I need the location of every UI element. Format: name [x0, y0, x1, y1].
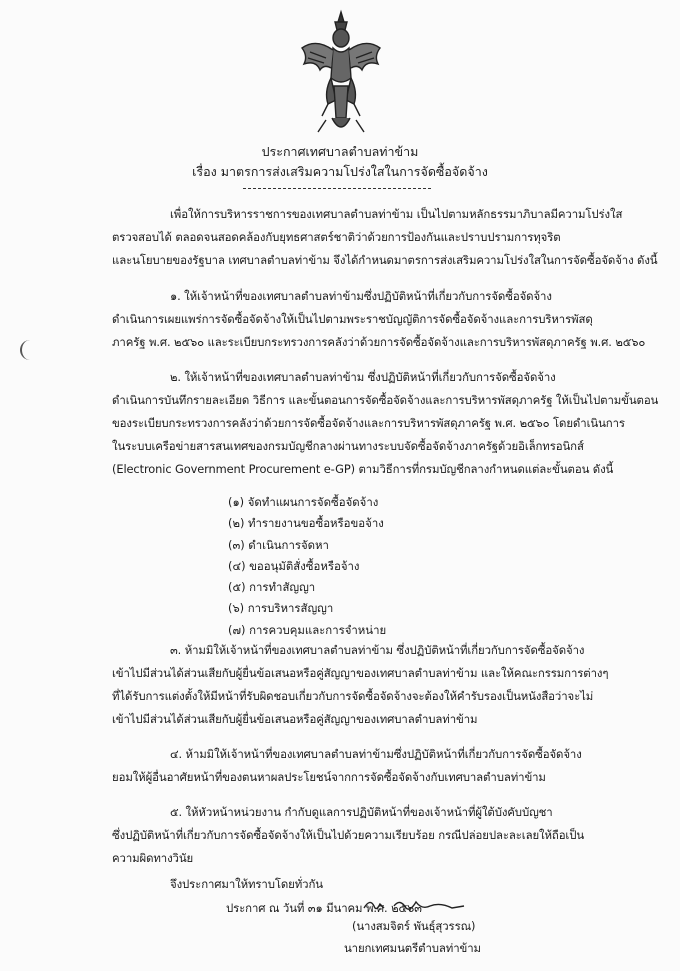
list-item: (๓) ดำเนินการจัดหา [228, 537, 329, 552]
garuda-emblem-icon [298, 8, 384, 140]
announcement-subject: เรื่อง มาตรการส่งเสริมความโปร่งใสในการจัดซื้อจัดจ้าง [192, 164, 488, 179]
clause-2-line-1: ๒. ให้เจ้าหน้าที่ของเทศบาลตำบลท่าข้าม ซึ่งปฏิบัติหน้าที่เกี่ยวกับการจัดซื้อจัดจ้าง [170, 370, 556, 384]
announcement-title: ประกาศเทศบาลตำบลท่าข้าม [261, 144, 419, 159]
clause-4-line-2: ยอมให้ผู้อื่นอาศัยหน้าที่ของตนหาผลประโยชน์จากการจัดซื้อจัดจ้างกับเทศบาลตำบลท่าข้าม [112, 770, 546, 784]
signer-title: นายกเทศมนตรีตำบลท่าข้าม [344, 941, 481, 955]
clause-5-line-2: ซึ่งปฏิบัติหน้าที่เกี่ยวกับการจัดซื้อจัดจ้างให้เป็นไปด้วยความเรียบร้อย กรณีปล่อยปละละเลยให้ถือเป็น [112, 828, 585, 842]
clause-5-line-3: ความผิดทางวินัย [112, 851, 194, 865]
clause-1-line-1: ๑. ให้เจ้าหน้าที่ของเทศบาลตำบลท่าข้ามซึ่งปฏิบัติหน้าที่เกี่ยวกับการจัดซื้อจัดจ้าง [170, 289, 552, 303]
signer-name: (นางสมจิตร์ พันธุ์สุวรรณ) [352, 919, 476, 933]
clause-2-line-3: ของระเบียบกระทรวงการคลังว่าด้วยการจัดซื้อจัดจ้างและการบริหารพัสดุภาครัฐ พ.ศ. ๒๕๖๐ โดยดำเนินการ [112, 416, 625, 430]
margin-mark [20, 340, 36, 360]
clause-4-line-1: ๔. ห้ามมิให้เจ้าหน้าที่ของเทศบาลตำบลท่าข้ามซึ่งปฏิบัติหน้าที่เกี่ยวกับการจัดซื้อจัดจ้าง [170, 747, 582, 761]
intro-line-2: ตรวจสอบได้ ตลอดจนสอดคล้องกับยุทธศาสตร์ชาติว่าด้วยการป้องกันและปราบปรามการทุจริต [112, 230, 561, 244]
clause-3-line-3: ที่ได้รับการแต่งตั้งให้มีหน้าที่รับผิดชอบเกี่ยวกับการจัดซื้อจัดจ้างจะต้องให้คำรับรองเป็นหนังสือว่าจะไม่ [112, 689, 594, 703]
clause-1-line-2: ดำเนินการเผยแพร่การจัดซื้อจัดจ้างให้เป็นไปตามพระราชบัญญัติการจัดซื้อจัดจ้างและการบริหารพัสดุ [112, 312, 593, 326]
list-item: (๒) ทำรายงานขอซื้อหรือขอจ้าง [228, 516, 384, 531]
list-item: (๑) จัดทำแผนการจัดซื้อจัดจ้าง [228, 495, 379, 509]
clause-2-line-4: ในระบบเครือข่ายสารสนเทศของกรมบัญชีกลางผ่านทางระบบจัดซื้อจัดจ้างภาครัฐด้วยอิเล็กทรอนิกส์ [112, 439, 584, 453]
announcement-date: ประกาศ ณ วันที่ ๓๑ มีนาคม พ.ศ. ๒๕๖๓ [226, 901, 422, 915]
list-item: (๔) ขออนุมัติสั่งซื้อหรือจ้าง [228, 558, 360, 573]
clause-3-line-1: ๓. ห้ามมิให้เจ้าหน้าที่ของเทศบาลตำบลท่าข้าม ซึ่งปฏิบัติหน้าที่เกี่ยวกับการจัดซื้อจัดจ้าง [170, 643, 585, 657]
clause-2-line-2: ดำเนินการบันทึกรายละเอียด วิธีการ และขั้นตอนการจัดซื้อจัดจ้างและการบริหารพัสดุภาครัฐ ให้เป็นไปตามขั้นตอน [112, 393, 659, 407]
clause-2-line-5: (Electronic Government Procurement e-GP) ตามวิธีการที่กรมบัญชีกลางกำหนดแต่ละขั้นตอน ดังนี้ [112, 462, 614, 476]
clause-1-line-3: ภาครัฐ พ.ศ. ๒๕๖๐ และระเบียบกระทรวงการคลังว่าด้วยการจัดซื้อจัดจ้างและการบริหารพัสดุภาครัฐ พ.ศ. ๒๕๖๐ [112, 335, 646, 349]
clause-3-line-4: เข้าไปมีส่วนได้ส่วนเสียกับผู้ยื่นข้อเสนอหรือคู่สัญญาของเทศบาลตำบลท่าข้าม [112, 712, 478, 726]
procurement-steps-list [228, 492, 386, 641]
intro-line-3: และนโยบายของรัฐบาล เทศบาลตำบลท่าข้าม จึงได้กำหนดมาตรการส่งเสริมความโปร่งใสในการจัดซื้อจัดจ้าง ดังนี้ [112, 253, 658, 267]
title-divider [243, 188, 431, 189]
signature-icon [360, 894, 470, 916]
list-item: (๖) การบริหารสัญญา [228, 601, 334, 616]
list-item: (๕) การทำสัญญา [228, 580, 316, 595]
closing-announcement: จึงประกาศมาให้ทราบโดยทั่วกัน [170, 877, 323, 891]
intro-line-1: เพื่อให้การบริหารราชการของเทศบาลตำบลท่าข้าม เป็นไปตามหลักธรรมาภิบาลมีความโปร่งใส [170, 207, 623, 221]
clause-5-line-1: ๕. ให้หัวหน้าหน่วยงาน กำกับดูแลการปฏิบัติหน้าที่ของเจ้าหน้าที่ผู้ใต้บังคับบัญชา [170, 805, 553, 819]
list-item: (๗) การควบคุมและการจำหน่าย [228, 622, 387, 637]
clause-3-line-2: เข้าไปมีส่วนได้ส่วนเสียกับผู้ยื่นข้อเสนอหรือคู่สัญญาของเทศบาลตำบลท่าข้าม และให้คณะกรรมการต่างๆ [112, 666, 609, 680]
